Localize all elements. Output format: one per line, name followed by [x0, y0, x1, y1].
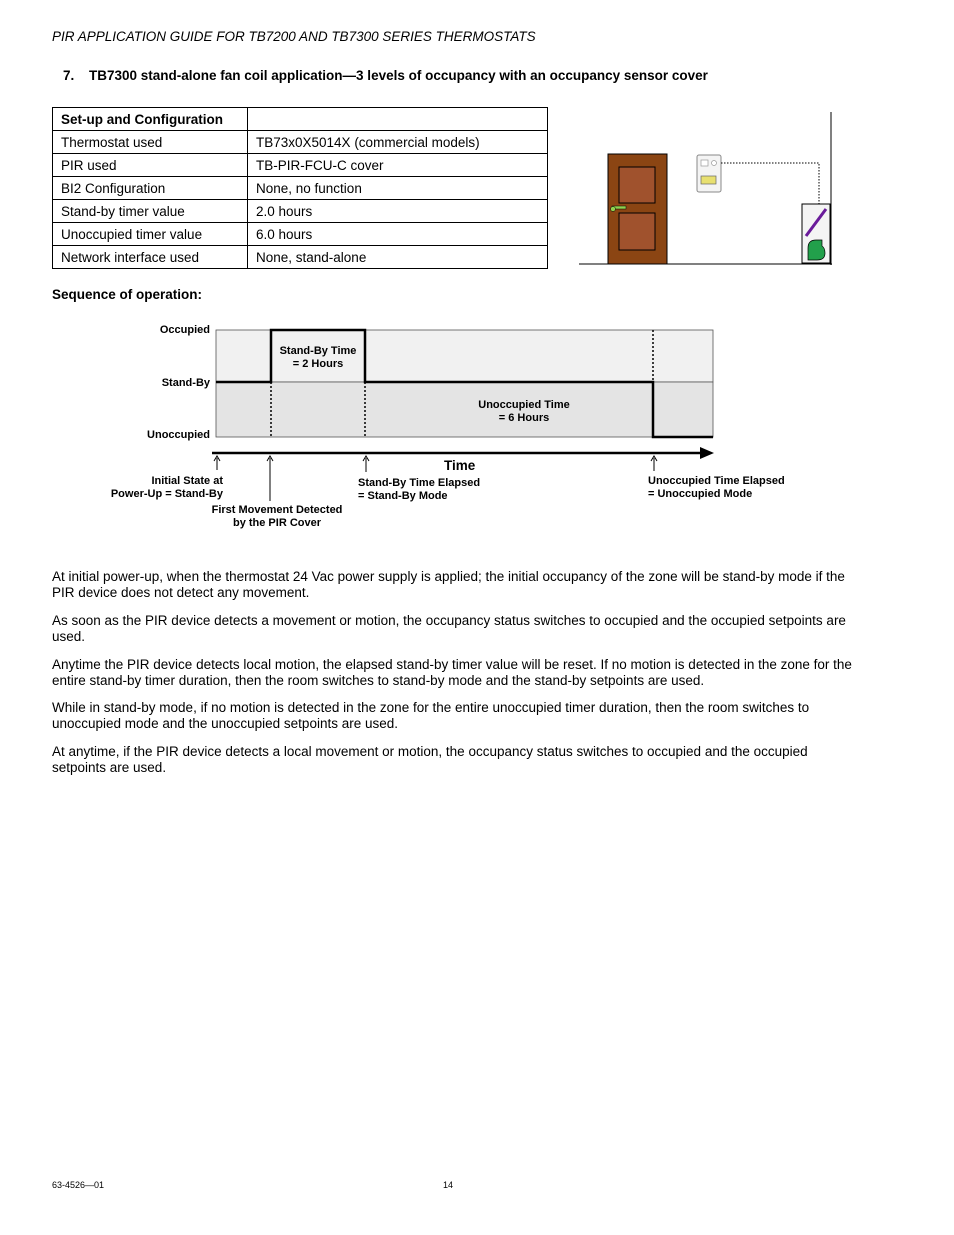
table-cell-value: TB-PIR-FCU-C cover — [248, 154, 548, 177]
table-cell-label: Network interface used — [53, 246, 248, 269]
standby-time-line-2: = 2 Hours — [292, 358, 344, 370]
table-row — [53, 200, 548, 223]
time-axis-arrow-icon — [700, 447, 714, 459]
event-initial-line-2: Power-Up = Stand-By — [110, 488, 223, 500]
time-axis-label: Time — [444, 458, 476, 473]
standby-time-label — [271, 345, 365, 371]
event-initial-line-1: Initial State at — [151, 475, 223, 487]
section-heading — [63, 68, 708, 83]
section-title: TB7300 stand-alone fan coil application—3 levels of occupancy with an occupancy sensor cover — [89, 68, 708, 83]
table-cell-value: None, stand-alone — [248, 246, 548, 269]
page-header-title: PIR APPLICATION GUIDE FOR TB7200 AND TB7300 SERIES THERMOSTATS — [52, 29, 536, 44]
body-paragraph: Anytime the PIR device detects local motion, the elapsed stand-by timer value will be reset. If no motion is detected in the zone for the entire stand-by timer duration, then the room switches to stand-by mode and the stand-by setpoints are used. — [52, 657, 852, 688]
unoccupied-time-line-1: Unoccupied Time — [478, 399, 570, 411]
table-row — [53, 223, 548, 246]
event-label-unoccupied-elapsed — [648, 475, 785, 501]
footer-doc-number: 63-4526—01 — [52, 1180, 105, 1190]
wiring-line — [721, 163, 819, 204]
table-row — [53, 246, 548, 269]
event-first-movement-line-2: by the PIR Cover — [232, 517, 322, 529]
fan-coil-icon — [802, 204, 830, 263]
event-standby-elapsed-line-2: = Stand-By Mode — [358, 490, 448, 502]
table-header-cell: Set-up and Configuration — [53, 108, 248, 131]
body-paragraph: While in stand-by mode, if no motion is detected in the zone for the entire unoccupied timer duration, then the room switches to unoccupied mode and the unoccupied setpoints are used. — [52, 700, 810, 731]
table-cell-label: BI2 Configuration — [53, 177, 248, 200]
standby-time-line-1: Stand-By Time — [279, 345, 357, 357]
table-row — [53, 131, 548, 154]
table-cell-label: Stand-by timer value — [53, 200, 248, 223]
table-cell-value: 6.0 hours — [248, 223, 548, 246]
timing-diagram — [100, 320, 820, 540]
room-illustration — [575, 108, 840, 270]
table-row — [53, 154, 548, 177]
table-header-cell — [248, 108, 548, 131]
event-first-movement-line-1: First Movement Detected — [211, 504, 343, 516]
event-label-first-movement — [202, 504, 352, 530]
unoccupied-time-line-2: = 6 Hours — [498, 412, 550, 424]
table-row — [53, 177, 548, 200]
event-label-standby-elapsed — [358, 477, 480, 503]
thermostat-icon — [697, 155, 721, 192]
footer-page-number: 14 — [443, 1180, 454, 1190]
event-standby-elapsed-line-1: Stand-By Time Elapsed — [358, 477, 481, 489]
section-number: 7. — [63, 68, 75, 83]
level-label-standby: Stand-By — [161, 377, 210, 389]
config-table — [52, 107, 548, 269]
event-unoccupied-elapsed-line-2: = Unoccupied Mode — [648, 488, 753, 500]
table-cell-value: 2.0 hours — [248, 200, 548, 223]
table-cell-label: Thermostat used — [53, 131, 248, 154]
event-label-initial — [111, 475, 223, 501]
door-icon — [608, 154, 667, 264]
unoccupied-time-label — [454, 399, 594, 425]
body-paragraph: At anytime, if the PIR device detects a local movement or motion, the occupancy status switches to occupied and the occupied setpoints are used. — [52, 744, 808, 775]
event-unoccupied-elapsed-line-1: Unoccupied Time Elapsed — [648, 475, 785, 487]
level-label-unoccupied: Unoccupied — [147, 429, 210, 441]
level-label-occupied: Occupied — [159, 324, 210, 336]
body-paragraph: As soon as the PIR device detects a movement or motion, the occupancy status switches to occupied and the occupied setpoints are used. — [52, 613, 846, 644]
table-cell-label: PIR used — [53, 154, 248, 177]
table-cell-value: None, no function — [248, 177, 548, 200]
table-cell-label: Unoccupied timer value — [53, 223, 248, 246]
body-paragraph: At initial power-up, when the thermostat 24 Vac power supply is applied; the initial occupancy of the zone will be stand-by mode if the PIR device does not detect any movement. — [52, 569, 845, 600]
sequence-heading: Sequence of operation: — [52, 287, 203, 302]
table-cell-value: TB73x0X5014X (commercial models) — [248, 131, 548, 154]
table-header-row — [53, 108, 548, 131]
